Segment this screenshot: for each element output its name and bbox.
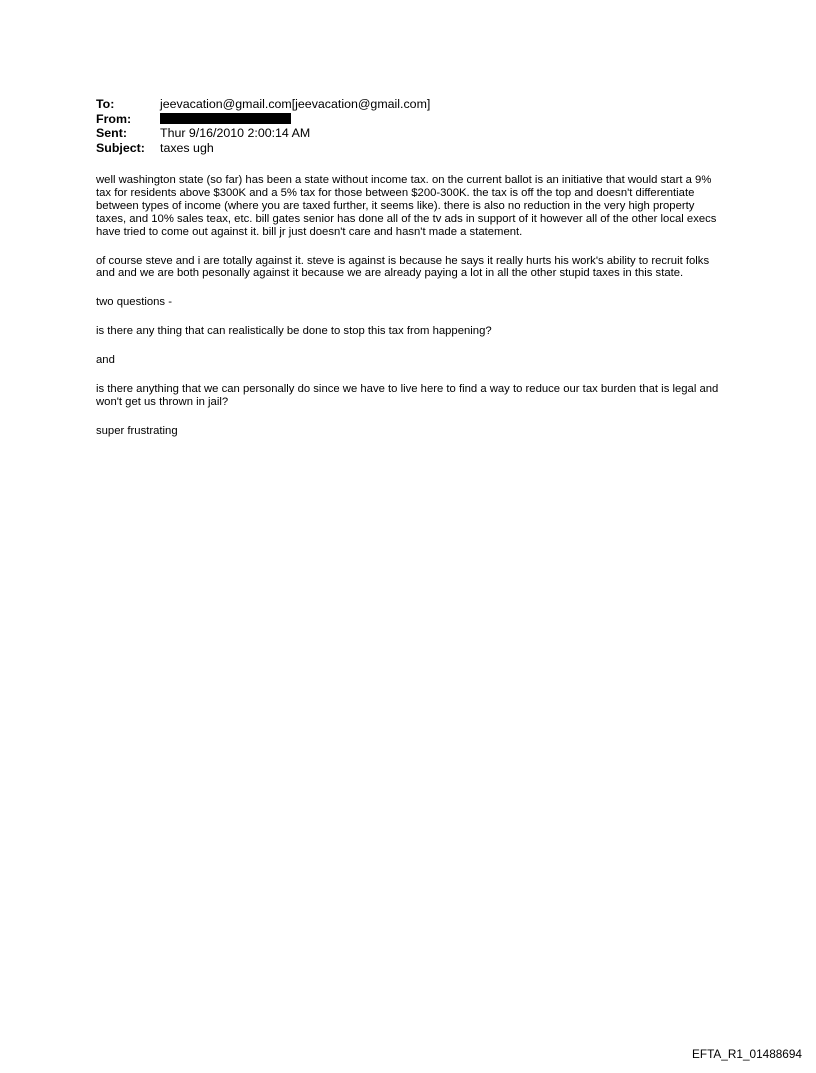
- email-headers: [96, 97, 736, 155]
- sent-label: Sent:: [96, 126, 127, 140]
- subject-row: [96, 141, 736, 156]
- subject-value: taxes ugh: [160, 140, 214, 155]
- email-body: [96, 174, 726, 454]
- body-paragraph: two questions -: [96, 296, 172, 309]
- from-value: [160, 112, 736, 127]
- redaction-bar: [160, 113, 291, 124]
- to-label: To:: [96, 97, 115, 111]
- body-paragraph: well washington state (so far) has been a state without income tax. on the current ballot is an initiative that would start a 9% tax for residents above $300K and a 5% tax for those between $200-300K. the tax is off the top and doesn't differentiate between types of income (where you are taxed further, it seems like). there is also no reduction in the very high property taxes, and 10% sales teax, etc. bill gates senior has done all of the tv ads in support of it however all of the other local execs have tried to come out against it. bill jr just doesn't care and hasn't made a statement.: [96, 174, 717, 238]
- from-label: From:: [96, 111, 132, 126]
- body-paragraph: is there anything that we can personally do since we have to live here to find a way to reduce our tax burden that is legal and won't get us thrown in jail?: [96, 383, 719, 408]
- subject-label: Subject:: [96, 140, 145, 155]
- sent-value: Thur 9/16/2010 2:00:14 AM: [160, 126, 311, 140]
- body-paragraph: and: [96, 354, 115, 367]
- to-row: [96, 97, 736, 112]
- sent-row: [96, 126, 736, 141]
- document-id: EFTA_R1_01488694: [692, 1047, 802, 1061]
- from-row: [96, 112, 736, 127]
- to-value: jeevacation@gmail.com[jeevacation@gmail.com]: [160, 97, 431, 111]
- body-paragraph: of course steve and i are totally against it. steve is against is because he says it really hurts his work's ability to recruit folks and and we are both pesonally against it because we are already paying a lot in all the other stupid taxes in this state.: [96, 254, 710, 280]
- body-paragraph: is there any thing that can realistically be done to stop this tax from happening?: [96, 325, 492, 338]
- body-paragraph: super frustrating: [96, 424, 178, 437]
